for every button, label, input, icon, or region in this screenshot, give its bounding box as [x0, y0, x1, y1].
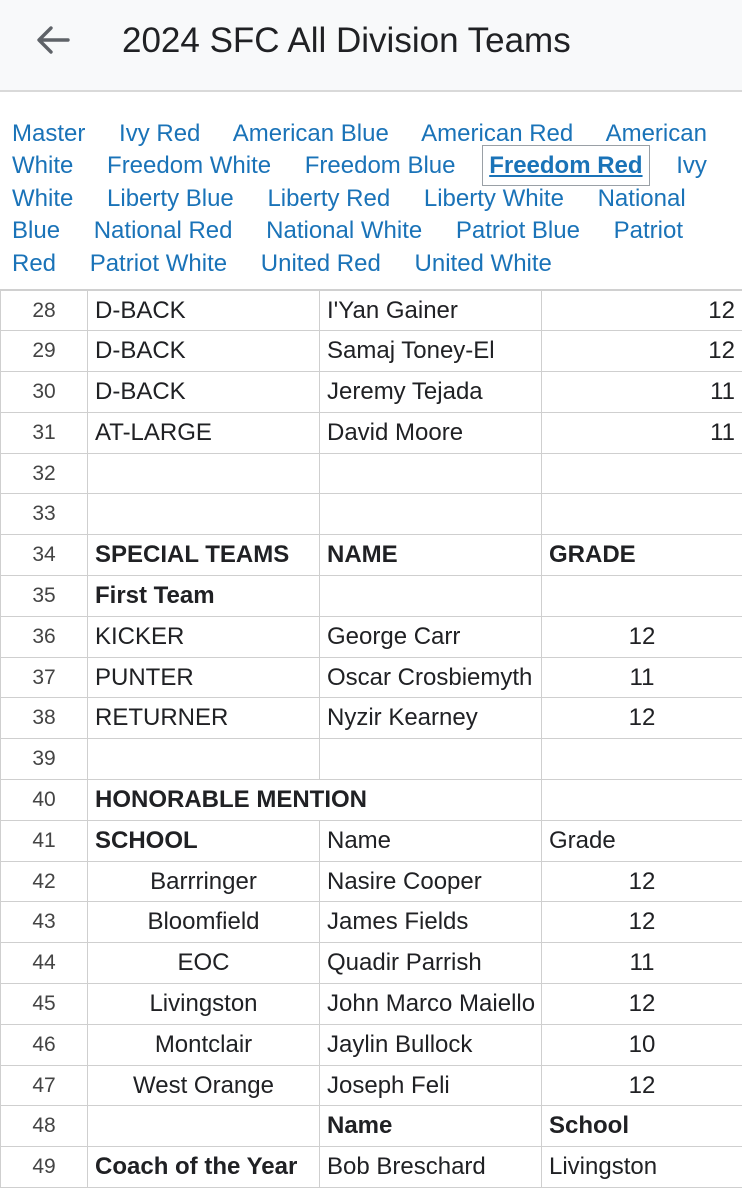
table-row	[1, 412, 742, 453]
cell[interactable]: 11	[542, 372, 742, 413]
cell[interactable]: 11	[542, 657, 742, 698]
table-row	[1, 616, 742, 657]
table-row	[1, 657, 742, 698]
cell[interactable]: Bloomfield	[88, 902, 320, 943]
tab-patriot-red[interactable]: Patriot Red	[12, 217, 684, 277]
tab-patriot-white[interactable]: Patriot White	[89, 249, 228, 277]
row-number: 48	[1, 1106, 88, 1147]
tab-ivy-white[interactable]: Ivy White	[12, 152, 707, 212]
tab-american-white[interactable]: American White	[12, 120, 707, 180]
page-title: 2024 SFC All Division Teams	[122, 21, 571, 60]
cell[interactable]: Quadir Parrish	[320, 943, 542, 984]
cell[interactable]: Livingston	[542, 1147, 742, 1188]
cell[interactable]: 12	[542, 1065, 742, 1106]
row-number: 45	[1, 984, 88, 1025]
cell[interactable]	[88, 1106, 320, 1147]
tab-united-red[interactable]: United Red	[260, 249, 381, 277]
cell[interactable]: 11	[542, 943, 742, 984]
row-number: 38	[1, 698, 88, 739]
tab-national-red[interactable]: National Red	[93, 217, 233, 245]
cell[interactable]: Name	[320, 1106, 542, 1147]
row-number: 49	[1, 1147, 88, 1188]
table-row	[1, 861, 742, 902]
table-row	[1, 535, 742, 576]
cell[interactable]: Nasire Cooper	[320, 861, 542, 902]
tab-national-white[interactable]: National White	[266, 217, 423, 245]
cell[interactable]: 12	[542, 616, 742, 657]
cell[interactable]: Name	[320, 820, 542, 861]
cell[interactable]	[542, 576, 742, 617]
cell[interactable]: Coach of the Year	[88, 1147, 320, 1188]
table-row	[1, 902, 742, 943]
cell[interactable]: Jaylin Bullock	[320, 1024, 542, 1065]
row-number: 41	[1, 820, 88, 861]
table-row	[1, 739, 742, 780]
row-number: 33	[1, 494, 88, 535]
cell[interactable]: Grade	[542, 820, 742, 861]
cell[interactable]: SCHOOL	[88, 820, 320, 861]
cell[interactable]: EOC	[88, 943, 320, 984]
table-row	[1, 984, 742, 1025]
cell[interactable]: I'Yan Gainer	[320, 290, 542, 331]
cell[interactable]: Joseph Feli	[320, 1065, 542, 1106]
tab-master[interactable]: Master	[12, 120, 86, 147]
row-number: 36	[1, 616, 88, 657]
cell[interactable]: 11	[542, 412, 742, 453]
arrow-left-icon	[36, 25, 70, 55]
table-row	[1, 780, 742, 821]
cell[interactable]: HONORABLE MENTION	[88, 780, 542, 821]
cell[interactable]: James Fields	[320, 902, 542, 943]
sheet-tabs	[12, 118, 734, 280]
cell[interactable]: West Orange	[88, 1065, 320, 1106]
row-number: 29	[1, 331, 88, 372]
tab-freedom-white[interactable]: Freedom White	[107, 152, 272, 180]
table-row	[1, 698, 742, 739]
cell[interactable]: 12	[542, 698, 742, 739]
row-number: 43	[1, 902, 88, 943]
row-number: 44	[1, 943, 88, 984]
row-number: 31	[1, 412, 88, 453]
row-number: 30	[1, 372, 88, 413]
table-row	[1, 1106, 742, 1147]
back-button[interactable]	[28, 20, 78, 60]
cell[interactable]: 12	[542, 902, 742, 943]
cell[interactable]: Samaj Toney-El	[320, 331, 542, 372]
row-number: 46	[1, 1024, 88, 1065]
row-number: 47	[1, 1065, 88, 1106]
table-row	[1, 372, 742, 413]
table-row	[1, 1024, 742, 1065]
table-row	[1, 943, 742, 984]
cell[interactable]	[542, 453, 742, 494]
cell[interactable]: George Carr	[320, 616, 542, 657]
cell[interactable]	[320, 739, 542, 780]
cell[interactable]: AT-LARGE	[88, 412, 320, 453]
row-number: 40	[1, 780, 88, 821]
cell[interactable]: D-BACK	[88, 331, 320, 372]
cell[interactable]: PUNTER	[88, 657, 320, 698]
cell[interactable]: John Marco Maiello	[320, 984, 542, 1025]
cell[interactable]: SPECIAL TEAMS	[88, 535, 320, 576]
app-header	[0, 0, 742, 92]
cell[interactable]: RETURNER	[88, 698, 320, 739]
cell[interactable]: 12	[542, 984, 742, 1025]
cell[interactable]: GRADE	[542, 535, 742, 576]
cell[interactable]: Montclair	[88, 1024, 320, 1065]
cell[interactable]: Oscar Crosbiemyth	[320, 657, 542, 698]
table-row	[1, 576, 742, 617]
cell[interactable]	[88, 494, 320, 535]
cell[interactable]	[320, 576, 542, 617]
cell[interactable]	[542, 494, 742, 535]
row-number: 37	[1, 657, 88, 698]
cell[interactable]	[88, 453, 320, 494]
spreadsheet-grid	[0, 289, 742, 1188]
cell[interactable]: D-BACK	[88, 372, 320, 413]
cell[interactable]: Nyzir Kearney	[320, 698, 542, 739]
cell[interactable]: Barrringer	[88, 861, 320, 902]
tab-liberty-white[interactable]: Liberty White	[423, 184, 564, 212]
cell[interactable]: KICKER	[88, 616, 320, 657]
cell[interactable]: 12	[542, 861, 742, 902]
cell[interactable]: NAME	[320, 535, 542, 576]
cell[interactable]: 12	[542, 290, 742, 331]
tab-ivy-red[interactable]: Ivy Red	[119, 120, 201, 147]
cell[interactable]: D-BACK	[88, 290, 320, 331]
tab-american-red[interactable]: American Red	[421, 120, 574, 147]
row-number: 34	[1, 535, 88, 576]
cell[interactable]	[542, 739, 742, 780]
tab-national-blue[interactable]: National Blue	[12, 184, 686, 245]
cell[interactable]	[88, 739, 320, 780]
table-row	[1, 453, 742, 494]
tab-freedom-blue[interactable]: Freedom Blue	[304, 152, 456, 180]
cell[interactable]: School	[542, 1106, 742, 1147]
table-row	[1, 290, 742, 331]
cell[interactable]: David Moore	[320, 412, 542, 453]
table-row	[1, 331, 742, 372]
table-row	[1, 494, 742, 535]
cell[interactable]	[320, 453, 542, 494]
row-number: 39	[1, 739, 88, 780]
table-row	[1, 820, 742, 861]
tab-liberty-blue[interactable]: Liberty Blue	[107, 184, 234, 212]
row-number: 35	[1, 576, 88, 617]
cell[interactable]: Bob Breschard	[320, 1147, 542, 1188]
tab-united-white[interactable]: United White	[414, 249, 552, 277]
row-number: 32	[1, 453, 88, 494]
tab-patriot-blue[interactable]: Patriot Blue	[455, 217, 580, 245]
cell[interactable]: 10	[542, 1024, 742, 1065]
cell[interactable]: Jeremy Tejada	[320, 372, 542, 413]
row-number: 42	[1, 861, 88, 902]
tab-american-blue[interactable]: American Blue	[232, 120, 389, 147]
cell[interactable]: First Team	[88, 576, 320, 617]
row-number: 28	[1, 290, 88, 331]
cell[interactable]	[320, 494, 542, 535]
table-row	[1, 1065, 742, 1106]
tab-freedom-red[interactable]: Freedom Red	[489, 152, 643, 180]
tab-liberty-red[interactable]: Liberty Red	[267, 184, 391, 212]
cell[interactable]	[542, 780, 742, 821]
cell[interactable]: 12	[542, 331, 742, 372]
table-row	[1, 1147, 742, 1188]
cell[interactable]: Livingston	[88, 984, 320, 1025]
